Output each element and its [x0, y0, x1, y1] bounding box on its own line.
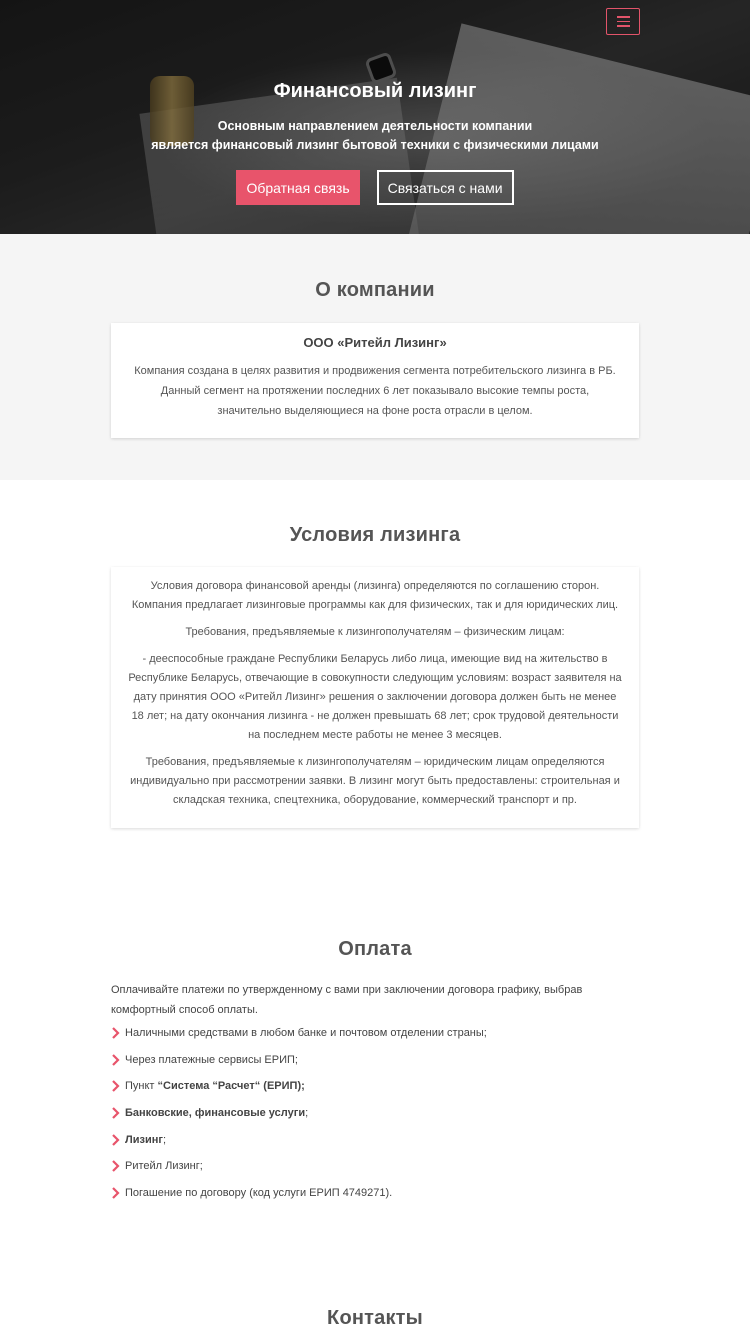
hero-banner	[0, 0, 750, 234]
chevron-right-icon	[111, 1160, 120, 1172]
payment-method-item	[111, 1053, 639, 1080]
payment-method-text: Через платежные сервисы ЕРИП;	[125, 1053, 298, 1066]
payment-method-bold: “Система “Расчет“ (ЕРИП);	[157, 1080, 305, 1093]
feedback-button[interactable]: Обратная связь	[236, 170, 359, 205]
chevron-right-icon	[111, 1134, 120, 1146]
payment-methods-list	[111, 1026, 639, 1213]
hero-subtitle	[0, 117, 750, 155]
payment-method-item	[111, 1106, 639, 1133]
contacts-title: Контакты	[327, 1307, 423, 1329]
chevron-right-icon	[111, 1187, 120, 1199]
payment-method-item	[111, 1079, 639, 1106]
chevron-right-icon	[111, 1027, 120, 1039]
payment-method-bold: Банковские, финансовые услуги	[125, 1107, 306, 1120]
about-section	[0, 234, 750, 480]
payment-method-item	[111, 1026, 639, 1053]
payment-method-text: Пункт	[125, 1080, 158, 1093]
hero-buttons	[0, 170, 750, 205]
conditions-title: Условия лизинга	[289, 524, 461, 546]
payment-method-item	[111, 1159, 639, 1186]
payment-method-item	[111, 1186, 639, 1213]
hamburger-icon-line	[617, 25, 630, 27]
payment-method-text: ;	[162, 1133, 166, 1146]
contacts-section	[0, 1276, 750, 1330]
payment-method-text: ;	[305, 1107, 309, 1120]
payment-content	[111, 981, 639, 1213]
chevron-right-icon	[111, 1080, 120, 1092]
hero-subtitle-line: Основным направлением деятельности компании	[217, 119, 533, 133]
conditions-paragraph: - дееспособные граждане Республики Беларусь либо лица, имеющие вид на жительство в Республике Беларусь, отвечающие в совокупности следующим условиям: возраст заявителя на дату принятия ООО «Ритейл Лизинг» решения о заключении договора должен быть не менее 18 лет; на дату окончания лизинга - не должен превышать 68 лет; срок трудовой деятельности на последнем месте работы не менее 3 месяцев.	[128, 653, 622, 741]
menu-toggle-button[interactable]	[606, 8, 640, 35]
payment-section	[0, 898, 750, 1276]
payment-method-text: Ритейл Лизинг;	[125, 1160, 203, 1173]
conditions-paragraph: Условия договора финансовой аренды (лизинга) определяются по соглашению сторон. Компания предлагает лизинговые программы как для физических, так и для юридических лиц.	[131, 580, 619, 611]
about-text: Компания создана в целях развития и продвижения сегмента потребительского лизинга в РБ. Данный сегмент на протяжении последних 6 лет показывало высокие темпы роста, значительно выделяющиеся на фоне роста отрасли в целом.	[134, 365, 616, 417]
conditions-card	[111, 567, 639, 828]
payment-intro: Оплачивайте платежи по утвержденному с вами при заключении договора графику, выбрав комфортный способ оплаты.	[111, 984, 583, 1016]
about-title: О компании	[315, 279, 435, 301]
hero-title: Финансовый лизинг	[273, 80, 477, 102]
payment-method-text: Наличными средствами в любом банке и почтовом отделении страны;	[125, 1027, 487, 1039]
conditions-paragraph: Требования, предъявляемые к лизингополучателям – юридическим лицам определяются индивидуально при рассмотрении заявки. В лизинг могут быть предоставлены: строительная и складская техника, спецтехника, оборудование, коммерческий транспорт и пр.	[130, 756, 620, 806]
chevron-right-icon	[111, 1107, 120, 1119]
payment-method-item	[111, 1133, 639, 1160]
hero-subtitle-line: является финансовый лизинг бытовой техники с физическими лицами	[151, 138, 599, 152]
conditions-paragraph: Требования, предъявляемые к лизингополучателям – физическим лицам:	[185, 626, 565, 638]
payment-method-text: Погашение по договору (код услуги ЕРИП 4749271).	[125, 1187, 393, 1200]
chevron-right-icon	[111, 1054, 120, 1066]
payment-method-bold: Лизинг	[125, 1133, 163, 1146]
leasing-conditions-section	[0, 480, 750, 898]
company-name: ООО «Ритейл Лизинг»	[303, 335, 447, 350]
hero-content	[0, 80, 750, 205]
hamburger-icon	[617, 16, 630, 18]
hamburger-icon-line	[617, 21, 630, 23]
payment-title: Оплата	[338, 938, 412, 960]
about-card	[111, 323, 639, 438]
contact-us-button[interactable]: Связаться с нами	[377, 170, 514, 205]
